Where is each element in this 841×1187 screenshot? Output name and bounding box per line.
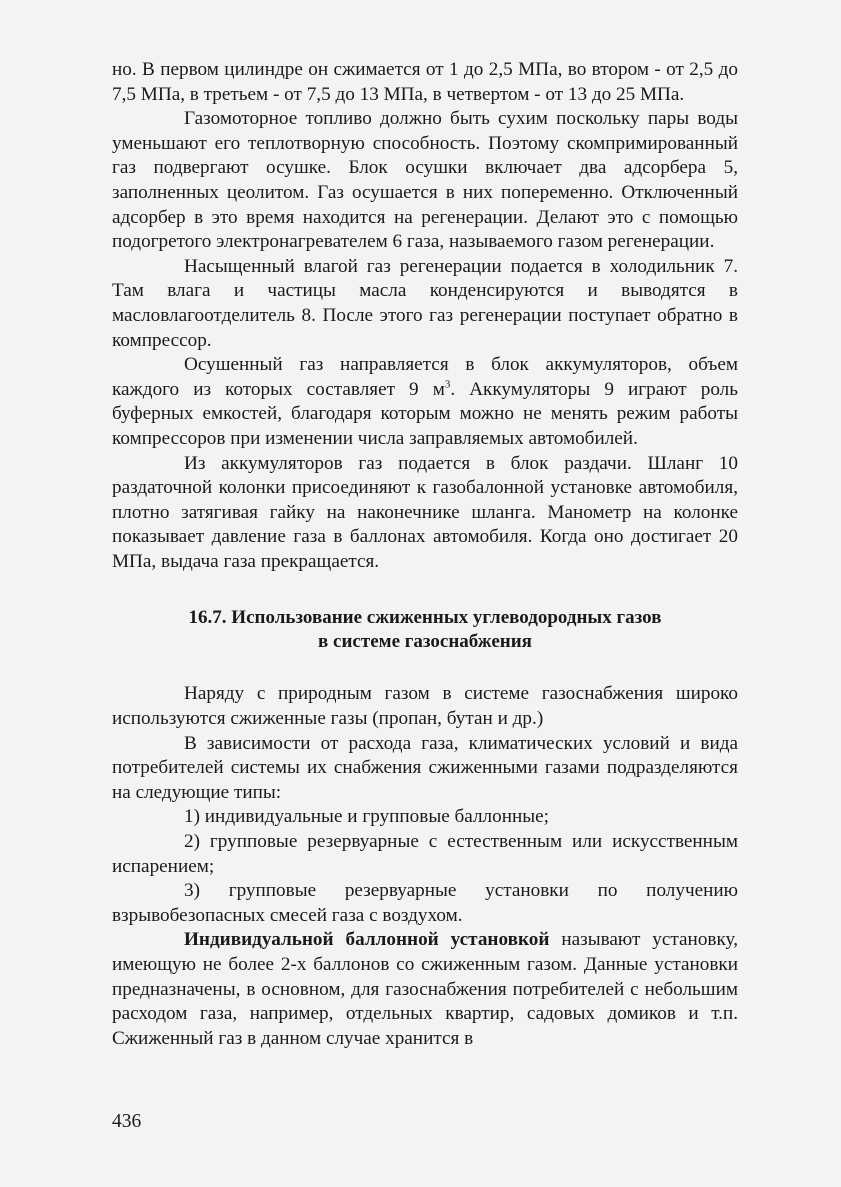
paragraph: Из аккумуляторов газ подается в блок раздачи. Шланг 10 раздаточной колонки присоединяют к газобалонной установке автомобиля, плотно затягивая гайку на наконечнике шланга. Манометр на колонке показывает давление газа в баллонах автомобиля. Когда оно достигает 20 МПа, выдача газа прекращается. [112, 452, 738, 572]
paragraph-text: называют установку, имеющую не более 2-х баллонов со сжиженным газом. Данные установки предназначены, в основном, для газоснабжения потребителей с небольшим расходом газа, например, отдельных квартир, садовых домиков и т.п. Сжиженный газ в данном случае хранится в [112, 929, 738, 1049]
list-item: 3) групповые резервуарные установки по получению взрывобезопасных смесей газа с воздухом. [112, 880, 738, 926]
body-text [112, 58, 738, 1051]
superscript: 3 [444, 378, 451, 391]
term-bold: Индивидуальной баллонной установкой [184, 929, 550, 951]
paragraph: но. В первом цилиндре он сжимается от 1 до 2,5 МПа, во втором - от 2,5 до 7,5 МПа, в третьем - от 7,5 до 13 МПа, в четвертом - от 13 до 25 МПа. [112, 59, 738, 105]
list-item: 1) индивидуальные и групповые баллонные; [184, 806, 549, 828]
page-number: 436 [112, 1111, 142, 1132]
paragraph: Насыщенный влагой газ регенерации подается в холодильник 7. Там влага и частицы масла конденсируются и выводятся в масловлагоотделитель 8. После этого газ регенерации поступает обратно в компрессор. [112, 255, 738, 351]
section-heading-line: в системе газоснабжения [318, 631, 532, 653]
section-heading [112, 606, 738, 654]
paragraph: В зависимости от расхода газа, климатических условий и вида потребителей системы их снабжения сжиженными газами подразделяются на следующие типы: [112, 732, 738, 803]
paragraph [112, 928, 738, 1051]
section-heading-line: 16.7. Использование сжиженных углеводородных газов [188, 607, 662, 629]
paragraph: Наряду с природным газом в системе газоснабжения широко используются сжиженные газы (пропан, бутан и др.) [112, 683, 738, 730]
paragraph: Газомоторное топливо должно быть сухим поскольку пары воды уменьшают его теплотворную способность. Поэтому скомпримированный газ подвергают осушке. Блок осушки включает два адсорбера 5, заполненных цеолитом. Газ осушается в них попеременно. Отключенный адсорбер в это время находится на регенерации. Делают это с помощью подогретого электронагревателем 6 газа, называемого газом регенерации. [112, 108, 738, 253]
paragraph-text: . Аккумуляторы 9 играют роль буферных емкостей, благодаря которым можно не менять режим работы компрессоров при изменении числа заправляемых автомобилей. [112, 378, 738, 449]
paragraph-text: Осушенный газ направляется в блок аккумуляторов, объем каждого из которых составляет 9 м [112, 354, 738, 400]
paragraph [112, 353, 738, 451]
list-item: 2) групповые резервуарные с естественным или искусственным испарением; [112, 831, 738, 877]
